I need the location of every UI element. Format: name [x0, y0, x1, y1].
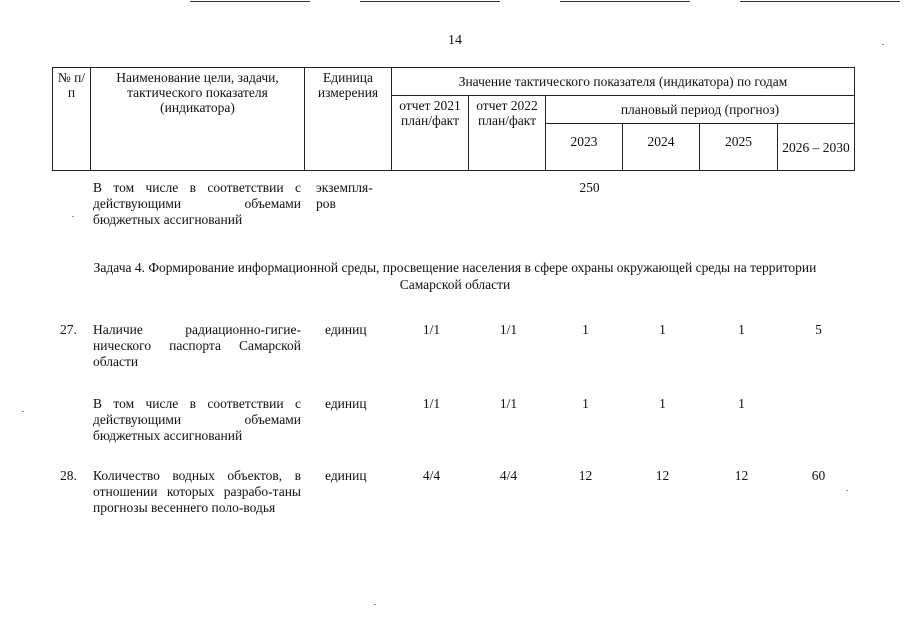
row-unit: единиц: [325, 396, 367, 411]
row-name: В том числе в соответствии с действующими объемами бюджетных ассигнований: [93, 396, 301, 443]
table-header: [52, 67, 855, 171]
row-number: 28.: [60, 468, 77, 483]
header-col-unit: Единица измерения: [305, 68, 392, 171]
header-col-num: № п/п: [53, 68, 91, 171]
scan-speck: [374, 604, 376, 605]
row-value-2022: 1/1: [499, 322, 518, 337]
row-value-2026-2030: 5: [815, 322, 822, 337]
row-value-2026-2030: 60: [811, 468, 826, 483]
header-col-values: Значение тактического показателя (индикатора) по годам: [392, 68, 855, 96]
scan-edge-line: [740, 1, 900, 2]
row-value-2022: 1/1: [499, 396, 518, 411]
header-year-2025: 2025: [700, 124, 778, 171]
scan-edge-line: [190, 1, 310, 2]
cont-row-unit: экземпля-ров: [316, 180, 373, 211]
page-number: 14: [448, 33, 462, 48]
row-value-2023: 1: [582, 322, 589, 337]
header-plan-period: плановый период (прогноз): [546, 96, 855, 124]
scan-speck: [22, 411, 24, 412]
scan-edge-line: [560, 1, 690, 2]
row-unit: единиц: [325, 468, 367, 483]
cont-row-name: В том числе в соответствии с действующими объемами бюджетных ассигнований: [93, 180, 301, 227]
task-heading: Задача 4. Формирование информационной среды, просвещение населения в сфере охраны окружающей среды на территории Самарской области: [93, 260, 817, 292]
row-value-2025: 12: [734, 468, 749, 483]
header-report-2021: отчет 2021 план/факт: [392, 96, 469, 171]
row-value-2024: 12: [655, 468, 670, 483]
row-value-2021: 1/1: [422, 396, 441, 411]
scan-speck: [72, 216, 74, 217]
row-value-2023: 1: [582, 396, 589, 411]
row-value-2024: 1: [659, 322, 666, 337]
scan-speck: [846, 490, 848, 491]
header-year-2026-2030: 2026 – 2030: [778, 124, 855, 171]
row-name: Наличие радиационно-гигие-нического паспорта Самарской области: [93, 322, 301, 369]
row-name: Количество водных объектов, в отношении которых разрабо-таны прогнозы весеннего поло-водья: [93, 468, 301, 515]
row-value-2025: 1: [738, 322, 745, 337]
scan-edge-line: [360, 1, 500, 2]
row-value-2023: 12: [578, 468, 593, 483]
header-report-2022: отчет 2022 план/факт: [469, 96, 546, 171]
row-value-2025: 1: [738, 396, 745, 411]
header-year-2023: 2023: [546, 124, 623, 171]
scan-speck: [882, 44, 884, 45]
row-unit: единиц: [325, 322, 367, 337]
header-year-2024: 2024: [623, 124, 700, 171]
row-number: 27.: [60, 322, 77, 337]
cont-row-value-2021: 250: [579, 180, 600, 195]
row-value-2021: 1/1: [422, 322, 441, 337]
row-value-2022: 4/4: [499, 468, 518, 483]
row-value-2024: 1: [659, 396, 666, 411]
row-value-2021: 4/4: [422, 468, 441, 483]
header-col-name: Наименование цели, задачи, тактического показателя (индикатора): [91, 68, 305, 171]
